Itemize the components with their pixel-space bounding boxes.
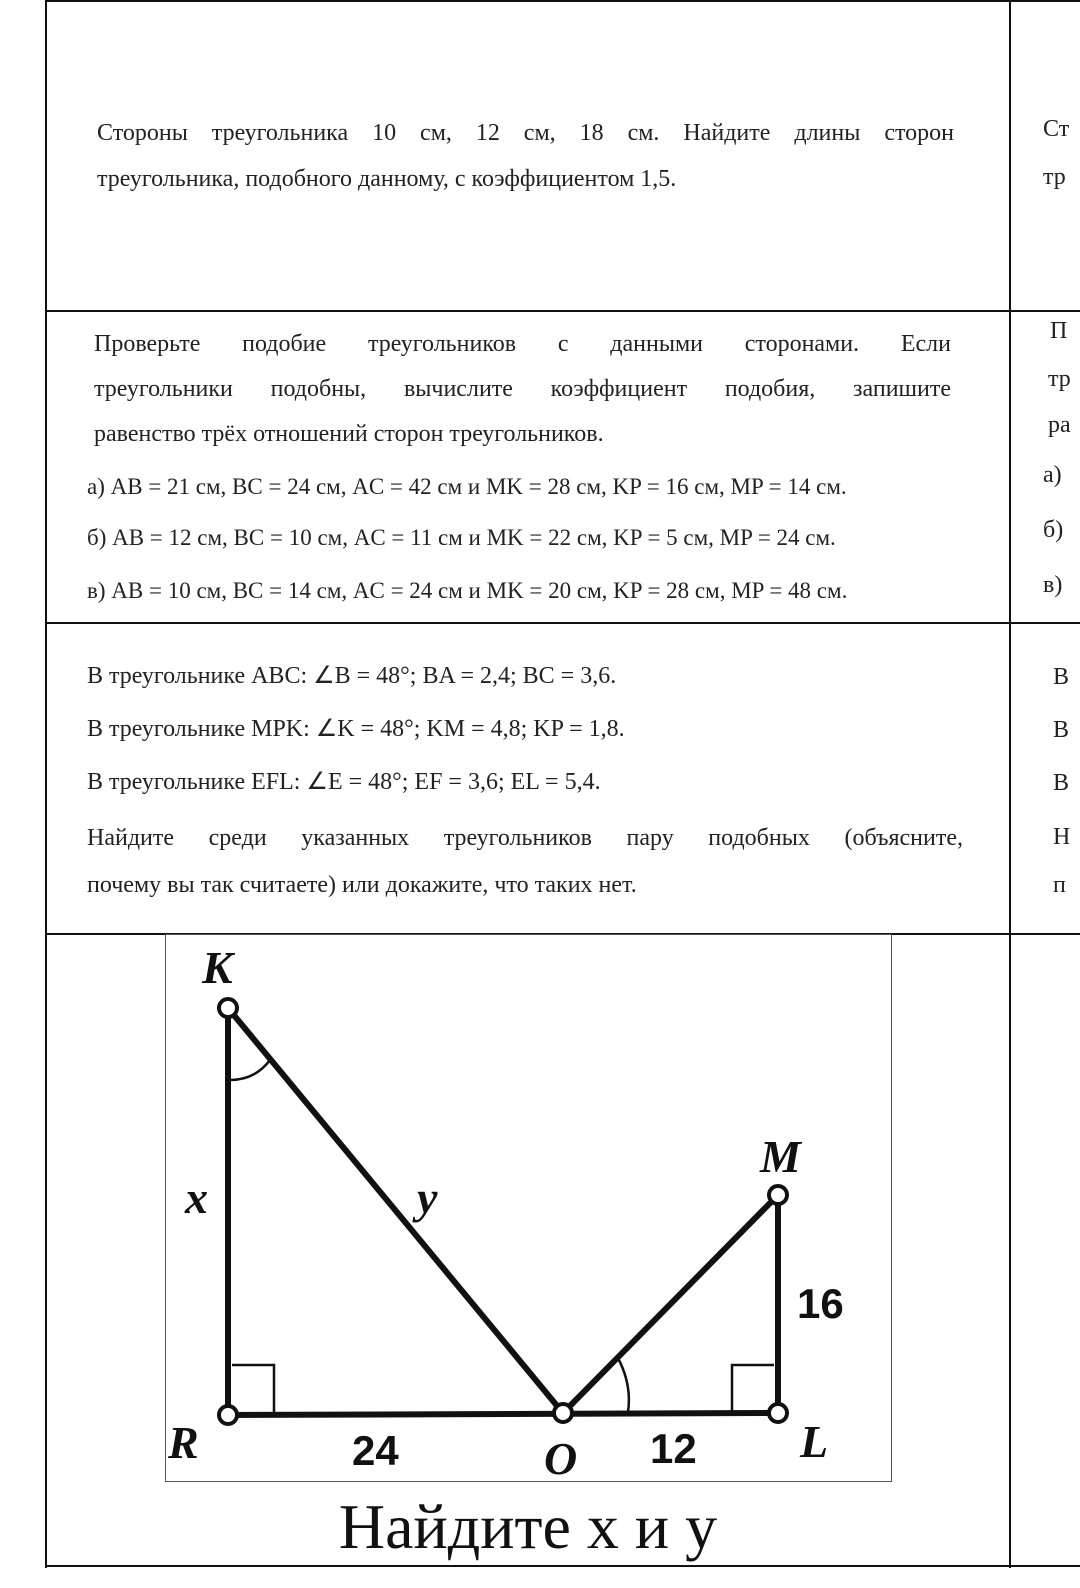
task-3-question: почему вы так считаете) или докажите, что таких нет. [87, 872, 637, 898]
label-OL: 12 [650, 1425, 697, 1472]
angle-mark-K [230, 1060, 270, 1080]
task-2-line: равенство трёх отношений сторон треугольников. [94, 421, 604, 447]
right-fragment: п [1053, 872, 1066, 898]
segment-KO [228, 1008, 563, 1413]
row-divider [46, 310, 1080, 312]
right-fragment: а) [1043, 462, 1062, 488]
segment-RL [228, 1413, 778, 1415]
label-RO: 24 [352, 1427, 399, 1474]
right-fragment: б) [1043, 517, 1064, 543]
point-R [219, 1406, 237, 1424]
task-2-line: Проверьте подобие треугольников с данными сторонами. Если [94, 331, 951, 357]
task-4-caption: Найдите x и y [338, 1491, 718, 1562]
task-1-line: Стороны треугольника 10 см, 12 см, 18 см. Найдите длины сторон [97, 120, 954, 146]
right-fragment: Н [1053, 824, 1071, 850]
right-fragment: П [1050, 318, 1068, 344]
point-K [219, 999, 237, 1017]
label-R: R [168, 1417, 199, 1468]
row-divider [46, 1565, 1080, 1567]
task-3-line: В треугольнике EFL: ∠E = 48°; EF = 3,6; EL = 5,4. [87, 769, 601, 795]
row-divider [46, 0, 1080, 2]
right-angle-L [732, 1365, 774, 1413]
right-fragment: В [1053, 664, 1070, 690]
label-O: O [544, 1433, 578, 1482]
right-fragment: В [1053, 770, 1070, 796]
task-1-line: треугольника, подобного данному, с коэффициентом 1,5. [97, 166, 677, 192]
right-fragment: В [1053, 717, 1070, 743]
task-3-question: Найдите среди указанных треугольников пару подобных (объясните, [87, 825, 963, 851]
label-x: x [185, 1172, 208, 1223]
point-L [769, 1404, 787, 1422]
task-3-line: В треугольнике ABC: ∠B = 48°; BA = 2,4; BC = 3,6. [87, 663, 617, 689]
task-2-line: треугольники подобны, вычислите коэффициент подобия, запишите [94, 376, 951, 402]
label-y: y [417, 1172, 438, 1223]
segment-OM [563, 1195, 778, 1413]
point-O [554, 1404, 572, 1422]
row-divider [46, 622, 1080, 624]
right-fragment: в) [1043, 572, 1063, 598]
task-3-line: В треугольнике MPK: ∠K = 48°; KM = 4,8; KP = 1,8. [87, 716, 625, 742]
column-divider [1009, 0, 1011, 1568]
right-angle-R [232, 1365, 274, 1413]
triangle-figure [165, 934, 892, 1482]
column-divider [45, 0, 47, 1568]
label-L: L [800, 1416, 829, 1467]
task-2-item-b: б) AB = 12 см, BC = 10 см, AC = 11 см и MK = 22 см, KP = 5 см, MP = 24 см. [87, 525, 836, 550]
task-2-item-c: в) AB = 10 см, BC = 14 см, AC = 24 см и MK = 20 см, KP = 28 см, MP = 48 см. [87, 578, 848, 603]
right-fragment: ра [1048, 412, 1071, 438]
task-2-item-a: а) AB = 21 см, BC = 24 см, AC = 42 см и MK = 28 см, KP = 16 см, MP = 14 см. [87, 474, 847, 499]
figure-drawing [165, 934, 892, 1482]
right-fragment: тр [1048, 366, 1071, 392]
angle-mark-O [618, 1358, 629, 1412]
right-fragment: Ст [1043, 116, 1070, 142]
right-fragment: тр [1043, 164, 1066, 190]
label-M: M [760, 1131, 801, 1182]
label-K: K [202, 942, 233, 993]
point-M [769, 1186, 787, 1204]
label-ML: 16 [797, 1280, 844, 1327]
